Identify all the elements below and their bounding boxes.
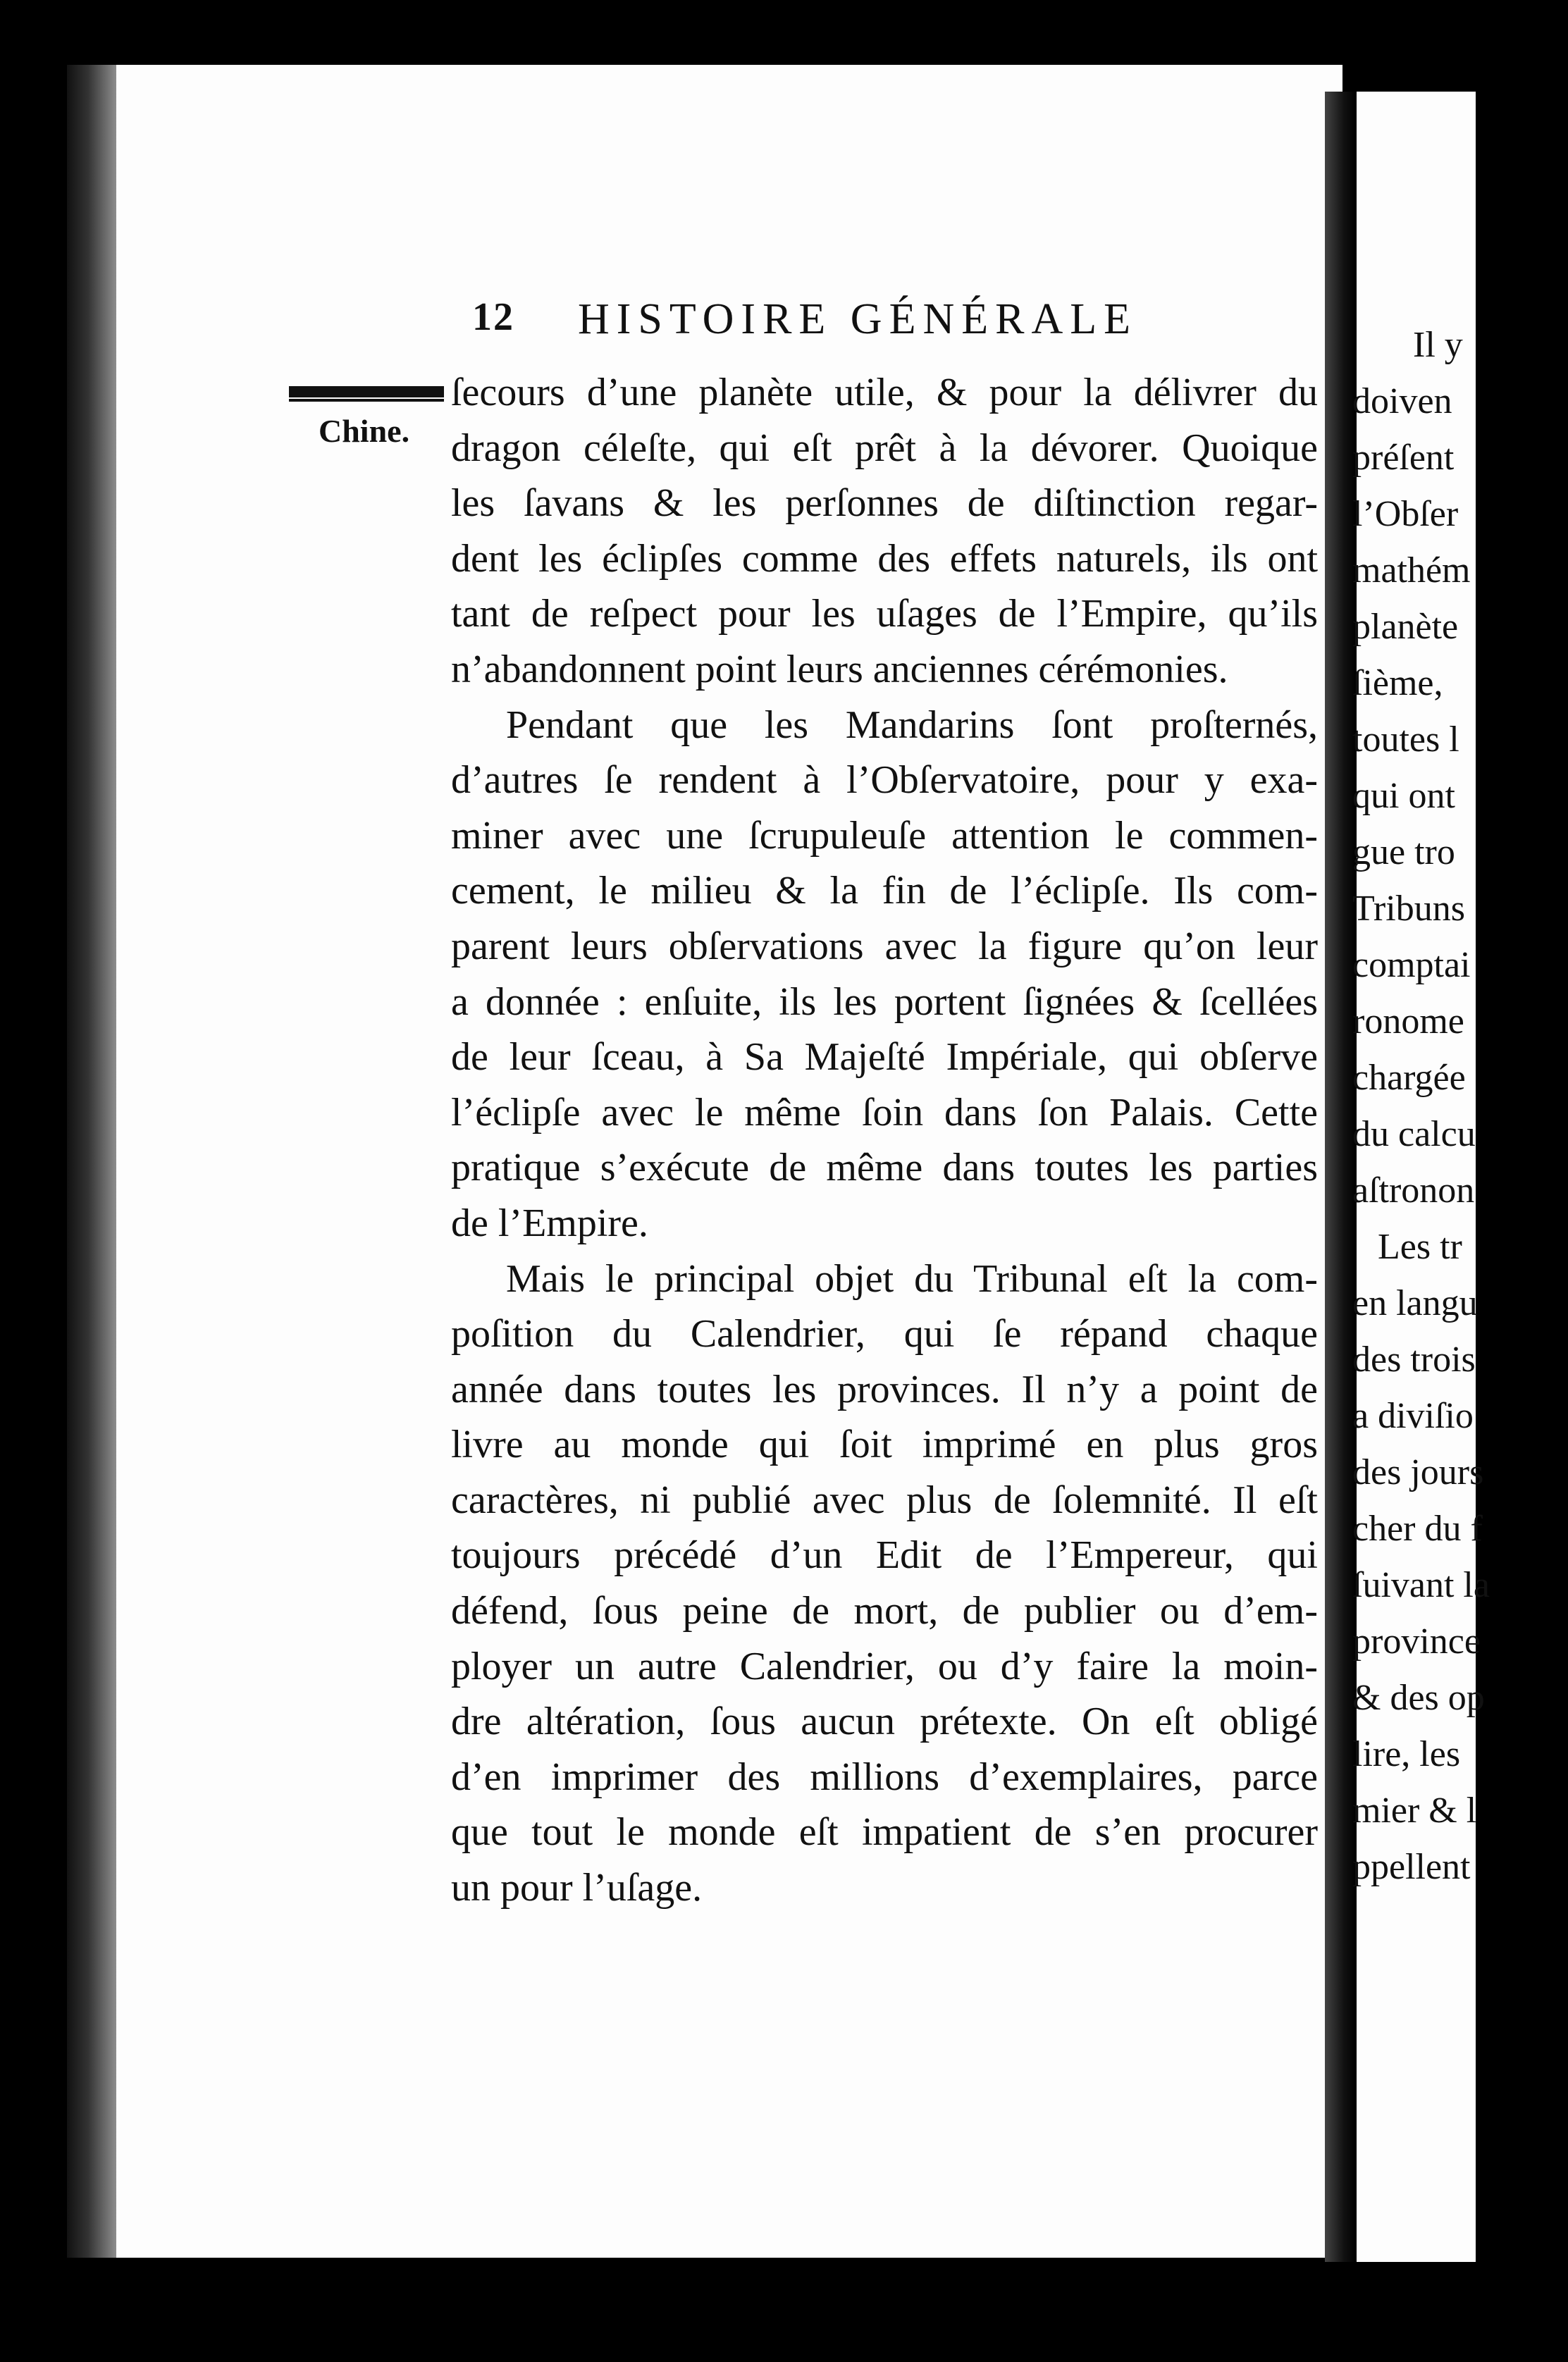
text-line: Mais le principal objet du Tribunal eſt la com- <box>506 1256 1318 1301</box>
page-edge-shadow <box>67 65 120 2258</box>
facing-text-line: cher du f <box>1352 1509 1483 1549</box>
page-header <box>472 295 1297 351</box>
text-line: un pour l’uſage. <box>451 1866 703 1910</box>
margin-rule <box>289 386 444 397</box>
text-line: n’abandonnent point leurs anciennes cérémonies. <box>451 647 1228 691</box>
text-line: tant de reſpect pour les uſages de l’Empire, qu’ils <box>451 592 1318 636</box>
facing-text-line: ppellent <box>1352 1847 1471 1887</box>
facing-text-line: en langu <box>1352 1283 1478 1323</box>
body-text <box>451 365 1318 1916</box>
facing-text-line: Il y <box>1413 325 1463 365</box>
facing-text-line: ſuivant la <box>1352 1565 1490 1605</box>
page-number: 12 <box>472 295 514 339</box>
text-line: livre au monde qui ſoit imprimé en plus gros <box>451 1423 1318 1467</box>
facing-text-line: a diviſio <box>1352 1396 1474 1436</box>
facing-text-line: toutes l <box>1352 719 1459 760</box>
facing-text-line: Tribuns <box>1352 889 1465 929</box>
text-line: Pendant que les Mandarins ſont proſternés, <box>506 703 1318 747</box>
facing-text-line: comptai <box>1352 945 1471 985</box>
facing-text-line: qui ont <box>1352 776 1455 816</box>
text-line: pratique s’exécute de même dans toutes les parties <box>451 1146 1318 1190</box>
facing-text-line: province <box>1352 1621 1481 1662</box>
facing-text-line: aſtronon <box>1352 1170 1475 1211</box>
text-line: année dans toutes les provinces. Il n’y a point de <box>451 1367 1318 1411</box>
facing-text-line: planète <box>1352 607 1459 647</box>
text-line: les ſavans & les perſonnes de diſtinction regar- <box>451 481 1318 526</box>
text-line: d’autres ſe rendent à l’Obſervatoire, pour y exa- <box>451 758 1318 803</box>
text-line: miner avec une ſcrupuleuſe attention le commen- <box>451 813 1318 858</box>
facing-text-line: & des op <box>1352 1678 1485 1718</box>
facing-text-line: l’Obſer <box>1352 494 1459 534</box>
text-line: de leur ſceau, à Sa Majeſté Impériale, qui obſerve <box>451 1035 1318 1080</box>
facing-text-line: gue tro <box>1352 832 1455 872</box>
text-line: défend, ſous peine de mort, de publier ou d’em- <box>451 1589 1318 1633</box>
text-line: l’éclipſe avec le même ſoin dans ſon Palais. Cette <box>451 1090 1318 1134</box>
text-line: de l’Empire. <box>451 1201 648 1245</box>
facing-text-line: mathém <box>1352 550 1471 590</box>
running-title: HISTOIRE GÉNÉRALE <box>578 295 1137 343</box>
facing-text-line: ronome <box>1352 1001 1464 1041</box>
text-line: dent les éclipſes comme des effets naturels, ils ont <box>451 536 1318 581</box>
text-line: ployer un autre Calendrier, ou d’y faire la moin- <box>451 1644 1318 1688</box>
text-line: que tout le monde eſt impatient de s’en procurer <box>451 1810 1318 1855</box>
facing-text-line: doiven <box>1352 381 1452 421</box>
facing-text-line: du calcu <box>1352 1114 1476 1154</box>
facing-page-text <box>1352 317 1568 1896</box>
text-line: cement, le milieu & la fin de l’éclipſe. Ils com- <box>451 869 1318 913</box>
facing-text-line: chargée <box>1352 1058 1466 1098</box>
facing-text-line: des jours <box>1352 1452 1484 1492</box>
text-line: dre altération, ſous aucun prétexte. On eſt obligé <box>451 1700 1318 1744</box>
facing-text-line: des trois <box>1352 1340 1476 1380</box>
facing-text-line: préſent <box>1352 438 1455 478</box>
text-line: a donnée : enſuite, ils les portent ſignées & ſcellées <box>451 979 1318 1024</box>
text-line: dragon céleſte, qui eſt prêt à la dévorer. Quoique <box>451 426 1318 470</box>
text-line: parent leurs obſervations avec la figure qu’on leur <box>451 924 1318 968</box>
text-line: poſition du Calendrier, qui ſe répand chaque <box>451 1312 1318 1356</box>
facing-text-line: ſième, <box>1352 663 1443 703</box>
facing-page <box>1352 92 1490 2262</box>
text-line: caractères, ni publié avec plus de ſolemnité. Il eſt <box>451 1478 1318 1522</box>
text-line: d’en imprimer des millions d’exemplaires, parce <box>451 1755 1318 1799</box>
text-line: ſecours d’une planète utile, & pour la délivrer du <box>451 371 1318 414</box>
facing-text-line: Les tr <box>1378 1227 1462 1267</box>
facing-text-line: lire, les <box>1352 1734 1461 1774</box>
facing-text-line: mier & l <box>1352 1791 1477 1831</box>
text-line: toujours précédé d’un Edit de l’Empereur, qui <box>451 1533 1318 1578</box>
margin-note: Chine. <box>319 413 410 449</box>
